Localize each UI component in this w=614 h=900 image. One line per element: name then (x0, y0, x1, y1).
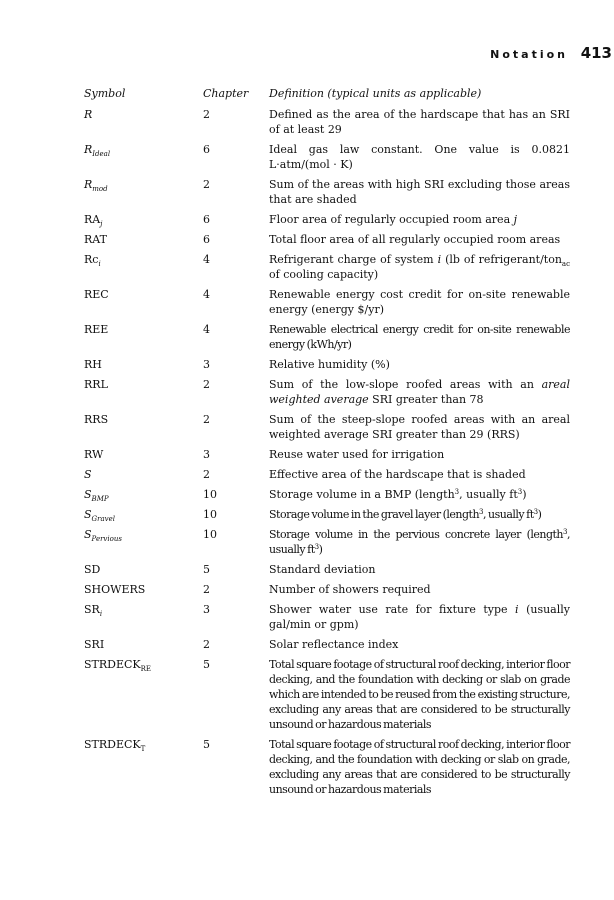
symbol-base: R (84, 143, 93, 156)
column-header-chapter: Chapter (203, 87, 249, 100)
definition-cell (269, 212, 570, 227)
table-row (84, 507, 570, 522)
definition-cell (269, 107, 570, 137)
definition-text: Ideal gas law constant. One value is 0.0821 L·atm/(mol · K) (269, 143, 570, 171)
definition-text: Storage volume in a BMP (length (269, 488, 455, 501)
symbol-cell (84, 487, 202, 502)
chapter-cell: 6 (203, 233, 210, 246)
table-row (84, 107, 570, 137)
table-row (84, 527, 570, 557)
chapter-cell: 5 (203, 563, 210, 576)
symbol-base: S (84, 468, 92, 481)
chapter-cell: 2 (203, 108, 210, 121)
page-header (0, 44, 614, 68)
symbol-cell (84, 357, 202, 372)
definition-text: (usually gal/min or gpm) (269, 603, 570, 631)
page-number: 413 (580, 44, 612, 62)
definition-text: of cooling capacity) (269, 268, 379, 281)
symbol-cell (84, 562, 202, 577)
table-row (84, 737, 570, 797)
table-row (84, 602, 570, 632)
symbol-base: STRDECK (84, 738, 141, 751)
symbol-base: RRS (84, 413, 109, 426)
column-header-definition: Definition (typical units as applicable) (269, 87, 482, 100)
definition-text: Sum of the low-slope roofed areas with an (269, 378, 542, 391)
definition-text: Defined as the area of the hardscape that has an SRI of at least 29 (269, 108, 570, 136)
symbol-cell (84, 177, 202, 192)
definition-text: Sum of the steep-slope roofed areas with an areal weighted average SRI greater than 29 (RRS) (269, 413, 570, 441)
symbol-cell (84, 377, 202, 392)
symbol-base: R (84, 178, 93, 191)
symbol-cell (84, 637, 202, 652)
definition-cell (269, 177, 570, 207)
chapter-cell: 2 (203, 583, 210, 596)
definition-cell (269, 467, 570, 482)
definition-cell (269, 657, 570, 732)
chapter-cell: 5 (203, 658, 210, 671)
symbol-subscript: mod (92, 185, 108, 193)
definition-text: Total square footage of structural roof decking, interior floor decking, and the foundation with decking or slab on grade which are intended to be reused from the existing structure, excluding any areas that are considered to be structurally unsound or hazardous materials (269, 658, 570, 731)
table-row (84, 357, 570, 372)
running-title: Notation (490, 48, 568, 61)
symbol-base: SRI (84, 638, 105, 651)
chapter-cell: 6 (203, 213, 210, 226)
chapter-cell: 2 (203, 638, 210, 651)
symbol-cell (84, 602, 202, 617)
table-row (84, 377, 570, 407)
definition-text: Shower water use rate for fixture type (269, 603, 516, 616)
definition-text: Renewable energy cost credit for on-site renewable energy (energy $/yr) (269, 288, 570, 316)
table-row (84, 582, 570, 597)
superscript: 3 (479, 508, 484, 516)
definition-text: , usually ft (459, 488, 518, 501)
symbol-base: RW (84, 448, 104, 461)
chapter-cell: 10 (203, 488, 217, 501)
superscript: 3 (454, 488, 460, 496)
definition-cell (269, 357, 570, 372)
chapter-cell: 6 (203, 143, 210, 156)
definition-cell (269, 582, 570, 597)
table-row (84, 232, 570, 247)
table-row (84, 177, 570, 207)
definition-cell (269, 252, 570, 282)
symbol-cell (84, 322, 202, 337)
superscript: 3 (517, 488, 523, 496)
chapter-cell: 5 (203, 738, 210, 751)
table-row (84, 412, 570, 442)
definition-variable: i (515, 603, 519, 616)
definition-text: Standard deviation (269, 563, 376, 576)
definition-text: Solar reflectance index (269, 638, 399, 651)
symbol-cell (84, 142, 202, 157)
definition-cell (269, 142, 570, 172)
chapter-cell: 4 (203, 323, 210, 336)
table-row (84, 657, 570, 732)
symbol-base: S (84, 488, 92, 501)
symbol-subscript: T (140, 745, 146, 753)
symbol-subscript: RE (140, 665, 152, 673)
chapter-cell: 2 (203, 378, 210, 391)
symbol-subscript: i (99, 610, 103, 618)
symbol-cell (84, 107, 202, 122)
symbol-cell (84, 657, 202, 672)
symbol-base: Rc (84, 253, 99, 266)
definition-cell (269, 377, 570, 407)
chapter-cell: 3 (203, 358, 210, 371)
table-row (84, 447, 570, 462)
table-row (84, 322, 570, 352)
symbol-base: RRL (84, 378, 108, 391)
symbol-base: S (84, 528, 92, 541)
symbol-base: SD (84, 563, 101, 576)
symbol-cell (84, 737, 202, 752)
symbol-base: REE (84, 323, 109, 336)
definition-cell (269, 447, 570, 462)
table-row (84, 487, 570, 502)
definition-subscript: ac (561, 260, 571, 268)
definition-text: Floor area of regularly occupied room area (269, 213, 514, 226)
symbol-cell (84, 467, 202, 482)
symbol-subscript: Ideal (92, 150, 111, 158)
column-header-row (84, 86, 570, 107)
superscript: 3 (314, 543, 319, 551)
symbol-subscript: BMP (91, 495, 109, 503)
definition-emphasis: areal weighted average (269, 378, 570, 406)
chapter-cell: 2 (203, 468, 210, 481)
definition-cell (269, 287, 570, 317)
symbol-base: RA (84, 213, 101, 226)
definition-variable: j (513, 213, 518, 226)
symbol-base: REC (84, 288, 109, 301)
superscript: 3 (563, 528, 567, 536)
symbol-base: SR (84, 603, 100, 616)
definition-cell (269, 602, 570, 632)
definition-text: Total floor area of all regularly occupied room areas (269, 233, 561, 246)
table-row (84, 142, 570, 172)
definition-text: Storage volume in the pervious concrete layer (length (269, 528, 564, 541)
definition-text: Reuse water used for irrigation (269, 448, 445, 461)
chapter-cell: 4 (203, 288, 210, 301)
symbol-cell (84, 252, 202, 267)
definition-cell (269, 637, 570, 652)
superscript: 3 (533, 508, 538, 516)
definition-text: Refrigerant charge of system (269, 253, 438, 266)
definition-cell (269, 562, 570, 577)
symbol-cell (84, 212, 202, 227)
definition-text: Effective area of the hardscape that is shaded (269, 468, 526, 481)
definition-text: ) (318, 543, 323, 556)
symbol-cell (84, 582, 202, 597)
symbol-base: RAT (84, 233, 107, 246)
symbol-base: RH (84, 358, 102, 371)
notation-table (84, 86, 570, 802)
symbol-subscript: Pervious (91, 535, 122, 543)
definition-text: , usually ft (483, 508, 534, 521)
table-row (84, 637, 570, 652)
table-row (84, 212, 570, 227)
definition-text: Number of showers required (269, 583, 431, 596)
definition-text: Sum of the areas with high SRI excluding those areas that are shaded (269, 178, 570, 206)
symbol-base: S (84, 508, 92, 521)
definition-cell (269, 737, 570, 797)
definition-text: Total square footage of structural roof decking, interior floor decking, and the foundation with decking or slab on grade, excluding any areas that are considered to be structurally unsound or hazardous materials (269, 738, 570, 796)
definition-text: , usually ft (269, 528, 570, 556)
chapter-cell: 2 (203, 413, 210, 426)
definition-text: ) (522, 488, 527, 501)
symbol-cell (84, 527, 202, 542)
symbol-subscript: Gravel (91, 515, 115, 523)
chapter-cell: 10 (203, 528, 217, 541)
definition-text: Storage volume in the gravel layer (length (269, 508, 480, 521)
definition-text: Renewable electrical energy credit for on-site renewable energy (kWh/yr) (269, 323, 570, 351)
definition-text: SRI greater than 78 (368, 393, 484, 406)
chapter-cell: 3 (203, 448, 210, 461)
table-row (84, 287, 570, 317)
definition-cell (269, 232, 570, 247)
chapter-cell: 10 (203, 508, 217, 521)
symbol-cell (84, 287, 202, 302)
chapter-cell: 2 (203, 178, 210, 191)
symbol-base: SHOWERS (84, 583, 146, 596)
chapter-cell: 3 (203, 603, 210, 616)
definition-text: ) (537, 508, 542, 521)
table-row (84, 562, 570, 577)
symbol-cell (84, 232, 202, 247)
definition-text: (lb of refrigerant/ton (441, 253, 562, 266)
symbol-cell (84, 412, 202, 427)
symbol-base: STRDECK (84, 658, 141, 671)
definition-variable: i (437, 253, 442, 266)
definition-cell (269, 507, 570, 522)
column-header-symbol: Symbol (84, 87, 126, 100)
symbol-cell (84, 507, 202, 522)
symbol-subscript: i (98, 260, 101, 268)
definition-cell (269, 527, 570, 557)
definition-cell (269, 412, 570, 442)
table-row (84, 467, 570, 482)
symbol-base: R (84, 108, 93, 121)
definition-text: Relative humidity (%) (269, 358, 390, 371)
definition-cell (269, 487, 570, 502)
definition-cell (269, 322, 570, 352)
chapter-cell: 4 (203, 253, 210, 266)
table-row (84, 252, 570, 282)
symbol-subscript: j (100, 220, 103, 228)
symbol-cell (84, 447, 202, 462)
